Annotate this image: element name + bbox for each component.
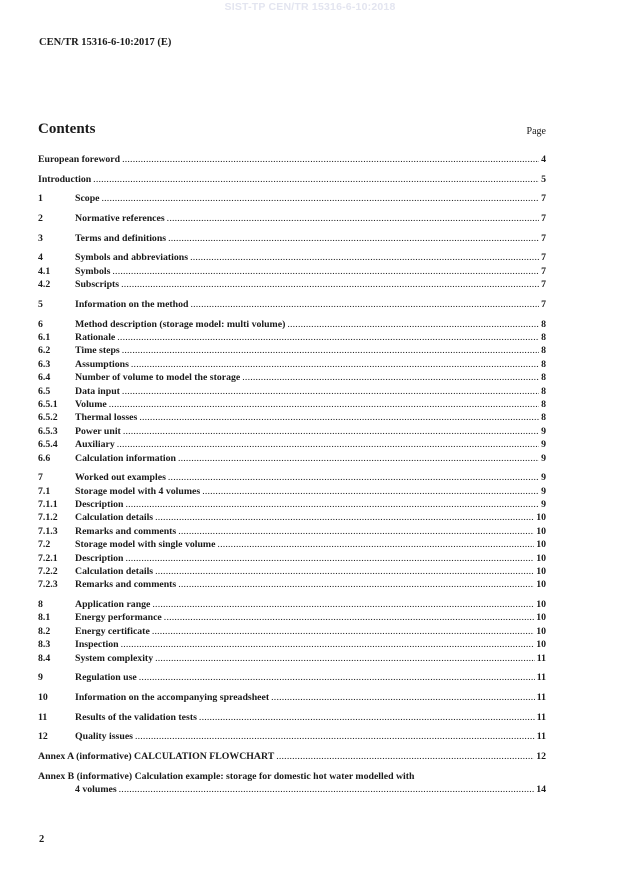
toc-leader-dots: [139, 671, 535, 684]
toc-entry[interactable]: [38, 398, 546, 411]
toc-entry-page: 10: [536, 612, 546, 624]
toc-entry-number: 8: [38, 599, 43, 610]
toc-entry-number: 6.5.1: [38, 398, 58, 410]
toc-leader-dots: [202, 485, 539, 498]
toc-entry-number: 6.3: [38, 358, 51, 370]
toc-entry-number: 4.1: [38, 265, 51, 277]
toc-entry-page: 11: [536, 652, 546, 664]
toc-entry-title: Annex B (informative) Calculation example: storage for domestic hot water modelled with: [38, 770, 415, 782]
toc-entry-title: Storage model with 4 volumes: [75, 485, 201, 497]
page-column-label: Page: [526, 126, 546, 137]
document-id: CEN/TR 15316-6-10:2017 (E): [39, 37, 172, 48]
toc-leader-dots: [125, 552, 534, 565]
toc-entry-page: 11: [536, 672, 546, 684]
toc-entry-number: 6.4: [38, 372, 51, 384]
toc-leader-dots: [117, 438, 539, 451]
toc-entry-title: Regulation use: [75, 672, 137, 684]
toc-entry-page: 10: [536, 512, 546, 524]
toc-entry-title: Energy performance: [75, 612, 162, 624]
toc-entry-title: Auxiliary: [75, 439, 115, 451]
toc-leader-dots: [168, 471, 539, 484]
toc-entry-page: 8: [541, 372, 546, 384]
watermark: SIST-TP CEN/TR 15316-6-10:2018: [224, 1, 396, 13]
toc-leader-dots: [122, 153, 539, 166]
toc-entry-title: Storage model with single volume: [75, 539, 216, 551]
toc-entry-title: Worked out examples: [75, 472, 166, 484]
toc-leader-dots: [217, 538, 534, 551]
toc-entry-number: 6.1: [38, 331, 51, 343]
toc-leader-dots: [135, 730, 535, 743]
toc-entry-page: 8: [541, 358, 546, 370]
toc-entry-title: Energy certificate: [75, 625, 150, 637]
page-number: 2: [39, 834, 45, 845]
toc-entry-page: 7: [541, 213, 546, 225]
toc-entry-page: 8: [541, 331, 546, 343]
toc-entry[interactable]: [38, 385, 546, 398]
toc-entry-title: Calculation information: [75, 452, 176, 464]
toc-entry-title: Introduction: [38, 173, 92, 185]
toc-entry-title: Terms and definitions: [75, 232, 167, 244]
toc-entry-page: 8: [541, 345, 546, 357]
toc-entry-number: 6.6: [38, 452, 51, 464]
toc-entry-title: Information on the accompanying spreadsheet: [75, 691, 270, 703]
toc-entry-number: 7.1.1: [38, 498, 58, 510]
toc-entry-number: 11: [38, 711, 48, 723]
toc-entry-title: Method description (storage model: multi volume): [75, 318, 286, 330]
toc-entry-annex-b[interactable]: [38, 770, 546, 797]
toc-entry-page: 14: [536, 784, 546, 796]
toc-leader-dots: [155, 652, 535, 665]
toc-entry-page: 8: [541, 318, 546, 330]
toc-entry-page: 7: [541, 252, 546, 264]
toc-leader-dots: [152, 625, 534, 638]
toc-entry[interactable]: [38, 638, 546, 651]
toc-entry-number: 6.5: [38, 385, 51, 397]
toc-entry-title: Annex A (informative) CALCULATION FLOWCHART: [38, 751, 275, 762]
toc-entry-number: 10: [38, 691, 48, 703]
toc-entry-number: 7.1.3: [38, 525, 58, 537]
toc-entry[interactable]: [38, 498, 546, 511]
toc-leader-dots: [121, 278, 539, 291]
toc-entry-number: 7.2.3: [38, 579, 58, 591]
toc-entry-number: 6.5.4: [38, 439, 58, 451]
toc-leader-dots: [93, 173, 539, 186]
toc-entry-title: Subscripts: [75, 279, 120, 291]
toc-entry-number: 8.1: [38, 612, 51, 624]
toc-leader-dots: [119, 783, 535, 796]
toc-entry-number: 6.5.2: [38, 412, 58, 424]
toc-entry-page: 4: [541, 154, 546, 165]
toc-entry[interactable]: [38, 153, 546, 166]
toc-entry-title: Calculation details: [75, 565, 154, 577]
toc-leader-dots: [276, 750, 534, 763]
toc-entry-page: 7: [541, 193, 546, 205]
toc-leader-dots: [131, 358, 539, 371]
toc-entry[interactable]: [38, 212, 546, 225]
toc-entry[interactable]: [38, 691, 546, 704]
toc-entry[interactable]: [38, 425, 546, 438]
toc-entry[interactable]: [38, 411, 546, 424]
toc-entry-title: Thermal losses: [75, 412, 138, 424]
toc-entry[interactable]: [38, 265, 546, 278]
toc-entry[interactable]: [38, 578, 546, 591]
table-of-contents: [38, 153, 546, 796]
toc-entry-number: 8.3: [38, 639, 51, 651]
toc-entry-page: 8: [541, 398, 546, 410]
toc-entry-number: 8.4: [38, 652, 51, 664]
toc-entry-title: Information on the method: [75, 298, 189, 310]
toc-entry-number: 6.5.3: [38, 425, 58, 437]
toc-leader-dots: [112, 265, 539, 278]
toc-entry-title: Remarks and comments: [75, 525, 177, 537]
toc-leader-dots: [122, 385, 539, 398]
toc-entry-number: 3: [38, 232, 43, 244]
toc-entry-title: Number of volume to model the storage: [75, 372, 241, 384]
toc-entry-page: 11: [536, 731, 546, 743]
toc-entry-page: 7: [541, 232, 546, 244]
toc-entry-page: 10: [536, 579, 546, 591]
toc-leader-dots: [271, 691, 535, 704]
toc-entry[interactable]: [38, 173, 546, 186]
toc-entry-title: Description: [75, 552, 124, 564]
toc-entry[interactable]: [38, 278, 546, 291]
toc-entry-number: 6.2: [38, 345, 51, 357]
toc-entry-number: 9: [38, 672, 43, 684]
toc-entry-page: 11: [536, 691, 546, 703]
toc-entry-page: 10: [536, 625, 546, 637]
toc-entry-number: 5: [38, 298, 43, 310]
toc-entry-title: Symbols: [75, 265, 111, 277]
toc-leader-dots: [164, 611, 534, 624]
toc-entry[interactable]: [38, 611, 546, 624]
toc-entry-title: System complexity: [75, 652, 154, 664]
toc-leader-dots: [178, 578, 534, 591]
toc-entry-title: Time steps: [75, 345, 120, 357]
toc-leader-dots: [117, 331, 539, 344]
toc-entry-title: Scope: [75, 193, 100, 205]
toc-entry[interactable]: [38, 344, 546, 357]
toc-entry[interactable]: [38, 652, 546, 665]
toc-entry-title: Quality issues: [75, 731, 133, 743]
toc-entry[interactable]: [38, 452, 546, 465]
toc-entry-page: 9: [541, 485, 546, 497]
toc-entry-page: 10: [536, 639, 546, 651]
toc-entry[interactable]: [38, 358, 546, 371]
toc-entry-number: 2: [38, 213, 43, 225]
toc-entry-number: 7.2: [38, 539, 51, 551]
toc-entry-page: 10: [536, 565, 546, 577]
toc-entry-title: Rationale: [75, 331, 116, 343]
toc-entry-number: 6: [38, 318, 43, 330]
toc-entry[interactable]: [38, 438, 546, 451]
toc-entry-page: 9: [541, 472, 546, 484]
toc-leader-dots: [109, 398, 539, 411]
toc-entry-number: 12: [38, 731, 48, 743]
toc-entry-title: Inspection: [75, 639, 119, 651]
toc-entry-title: Calculation details: [75, 512, 154, 524]
toc-entry[interactable]: [38, 730, 546, 743]
toc-entry-number: 1: [38, 193, 43, 205]
toc-entry[interactable]: [38, 485, 546, 498]
toc-leader-dots: [139, 411, 539, 424]
toc-entry[interactable]: [38, 298, 546, 311]
toc-entry-title: Application range: [75, 599, 151, 610]
toc-entry[interactable]: [38, 371, 546, 384]
toc-entry-title: Power unit: [75, 425, 121, 437]
toc-leader-dots: [242, 371, 539, 384]
toc-leader-dots: [121, 638, 535, 651]
toc-entry-number: 7.2.1: [38, 552, 58, 564]
toc-entry[interactable]: [38, 711, 546, 724]
toc-entry-title: Remarks and comments: [75, 579, 177, 591]
toc-entry-page: 7: [541, 298, 546, 310]
toc-entry-page: 5: [541, 173, 546, 185]
toc-entry-title-continued: 4 volumes: [75, 784, 117, 796]
toc-leader-dots: [125, 498, 539, 511]
toc-leader-dots: [199, 711, 535, 724]
toc-leader-dots: [122, 344, 539, 357]
toc-entry-page: 9: [541, 498, 546, 510]
toc-entry-number: 7.2.2: [38, 565, 58, 577]
toc-entry-page: 9: [541, 452, 546, 464]
toc-entry-page: 10: [536, 552, 546, 564]
toc-entry-page: 7: [541, 265, 546, 277]
contents-heading: Contents: [38, 121, 96, 137]
toc-entry-number: 8.2: [38, 625, 51, 637]
toc-entry-title: European foreword: [38, 154, 121, 165]
toc-entry-page: 9: [541, 439, 546, 451]
toc-entry[interactable]: [38, 552, 546, 565]
toc-entry[interactable]: [38, 511, 546, 524]
toc-entry-page: 7: [541, 279, 546, 291]
toc-entry[interactable]: [38, 525, 546, 538]
toc-entry-title: Volume: [75, 398, 107, 410]
toc-entry-title: Results of the validation tests: [75, 711, 197, 723]
toc-leader-dots: [190, 298, 539, 311]
toc-entry[interactable]: [38, 625, 546, 638]
toc-entry-number: 4: [38, 252, 43, 264]
toc-entry[interactable]: [38, 750, 546, 763]
toc-entry[interactable]: [38, 318, 546, 331]
toc-entry[interactable]: [38, 251, 546, 264]
toc-leader-dots: [167, 212, 539, 225]
toc-entry[interactable]: [38, 331, 546, 344]
toc-entry[interactable]: [38, 671, 546, 684]
toc-entry[interactable]: [38, 538, 546, 551]
toc-entry-number: 4.2: [38, 279, 51, 291]
toc-entry-title: Normative references: [75, 213, 165, 225]
toc-entry-number: 7: [38, 472, 43, 484]
toc-leader-dots: [178, 525, 534, 538]
toc-leader-dots: [287, 318, 539, 331]
toc-leader-dots: [155, 511, 534, 524]
toc-entry-page: 11: [536, 711, 546, 723]
toc-entry-title: Symbols and abbreviations: [75, 252, 189, 264]
toc-entry[interactable]: [38, 598, 546, 611]
toc-entry-title: Description: [75, 498, 124, 510]
toc-entry-page: 10: [536, 525, 546, 537]
toc-leader-dots: [102, 192, 540, 205]
toc-entry-page: 9: [541, 425, 546, 437]
toc-entry-number: 7.1: [38, 485, 51, 497]
toc-entry-page: 10: [536, 539, 546, 551]
toc-leader-dots: [178, 452, 539, 465]
toc-entry-page: 12: [536, 751, 546, 762]
toc-entry-title: Assumptions: [75, 358, 129, 370]
toc-entry-page: 8: [541, 385, 546, 397]
toc-leader-dots: [123, 425, 539, 438]
toc-entry-page: 10: [536, 599, 546, 610]
toc-entry[interactable]: [38, 471, 546, 484]
toc-entry[interactable]: [38, 192, 546, 205]
toc-leader-dots: [152, 598, 534, 611]
toc-entry-title: Data input: [75, 385, 120, 397]
toc-entry-number: 7.1.2: [38, 512, 58, 524]
toc-entry[interactable]: [38, 565, 546, 578]
toc-leader-dots: [168, 232, 539, 245]
toc-leader-dots: [155, 565, 534, 578]
toc-entry[interactable]: [38, 232, 546, 245]
toc-entry-page: 8: [541, 412, 546, 424]
toc-leader-dots: [190, 251, 539, 264]
